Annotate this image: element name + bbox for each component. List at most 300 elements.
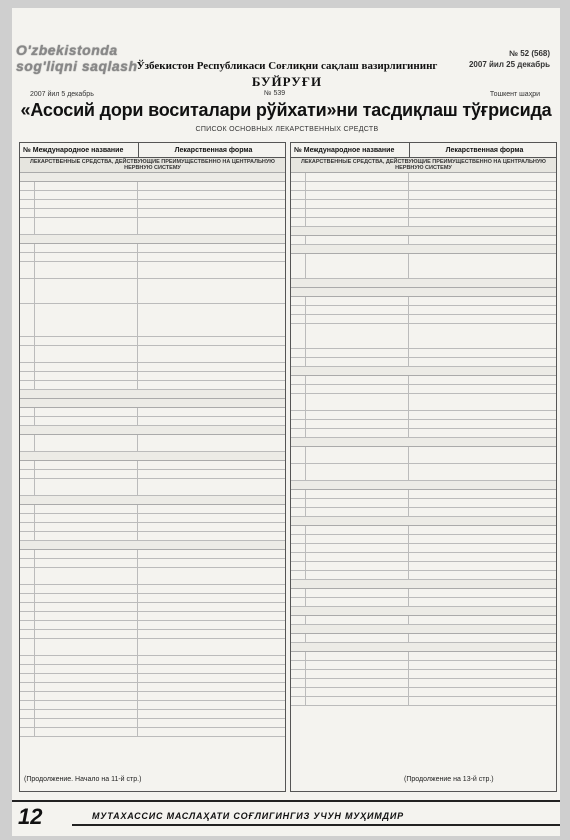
drug-form-cell — [138, 630, 285, 638]
drug-form-cell — [409, 634, 556, 642]
drug-form-cell — [138, 621, 285, 629]
row-number-cell — [20, 337, 35, 345]
drug-name-cell — [306, 526, 409, 534]
drug-form-cell — [138, 304, 285, 336]
drug-name-cell — [306, 679, 409, 687]
drug-name-cell — [306, 315, 409, 323]
drug-form-cell — [409, 358, 556, 366]
drug-name-cell — [35, 200, 138, 208]
table-row — [20, 603, 285, 612]
group-heading — [291, 245, 556, 254]
table-row — [291, 209, 556, 218]
drug-name-cell — [35, 182, 138, 190]
row-number-cell — [291, 209, 306, 217]
order-date: 2007 йил 5 декабрь — [30, 91, 94, 98]
row-number-cell — [20, 568, 35, 584]
drug-form-cell — [138, 594, 285, 602]
order-type: БУЙРУҒИ — [251, 74, 323, 89]
row-number-cell — [20, 674, 35, 682]
table-row — [20, 514, 285, 523]
page-number: 12 — [18, 804, 43, 829]
row-number-cell — [291, 200, 306, 208]
table-row — [291, 358, 556, 367]
table-row — [20, 665, 285, 674]
table-row — [291, 634, 556, 643]
row-number-cell — [20, 191, 35, 199]
row-number-cell — [291, 376, 306, 384]
row-number-cell — [291, 688, 306, 696]
row-number-cell — [20, 550, 35, 558]
drug-form-cell — [138, 279, 285, 303]
drug-name-cell — [306, 464, 409, 480]
table-row — [20, 372, 285, 381]
group-heading — [291, 607, 556, 616]
drug-form-cell — [138, 559, 285, 567]
drug-name-cell — [306, 634, 409, 642]
table-row — [20, 630, 285, 639]
issue-number: № 52 (568) — [509, 49, 550, 58]
drug-name-cell — [35, 639, 138, 655]
table-row — [20, 523, 285, 532]
row-number-cell — [291, 297, 306, 305]
table-row — [20, 262, 285, 279]
drug-form-cell — [138, 337, 285, 345]
drug-form-cell — [138, 639, 285, 655]
table-row — [20, 559, 285, 568]
drug-name-cell — [306, 394, 409, 410]
col-name-header: № Международное название — [20, 143, 139, 157]
drug-form-cell — [409, 670, 556, 678]
group-heading — [20, 399, 285, 408]
row-number-cell — [291, 173, 306, 181]
row-number-cell — [291, 589, 306, 597]
row-number-cell — [20, 612, 35, 620]
table-row — [291, 652, 556, 661]
table-header — [20, 143, 285, 158]
page-footer — [12, 800, 560, 828]
drug-form-cell — [409, 562, 556, 570]
drug-form-cell — [409, 411, 556, 419]
drug-name-cell — [306, 553, 409, 561]
drug-form-cell — [409, 679, 556, 687]
row-number-cell — [20, 279, 35, 303]
table-row — [20, 594, 285, 603]
table-row — [291, 526, 556, 535]
drug-name-cell — [35, 372, 138, 380]
drug-name-cell — [306, 411, 409, 419]
drug-name-cell — [306, 218, 409, 226]
logo-line1: O'zbekistonda — [16, 42, 118, 58]
drug-name-cell — [35, 209, 138, 217]
drug-form-cell — [138, 182, 285, 190]
table-header — [291, 143, 556, 158]
table-row — [20, 408, 285, 417]
row-number-cell — [291, 394, 306, 410]
drug-name-cell — [306, 376, 409, 384]
drug-form-cell — [138, 692, 285, 700]
drug-name-cell — [35, 408, 138, 416]
group-heading — [20, 390, 285, 399]
row-number-cell — [20, 639, 35, 655]
drug-name-cell — [35, 523, 138, 531]
drug-name-cell — [35, 701, 138, 709]
row-number-cell — [20, 479, 35, 495]
drug-name-cell — [306, 429, 409, 437]
drug-name-cell — [306, 182, 409, 190]
group-heading — [291, 625, 556, 634]
table-row — [291, 535, 556, 544]
drug-name-cell — [306, 562, 409, 570]
drug-name-cell — [306, 236, 409, 244]
row-number-cell — [291, 562, 306, 570]
drug-name-cell — [306, 688, 409, 696]
drug-form-cell — [409, 200, 556, 208]
table-row — [291, 562, 556, 571]
drug-name-cell — [306, 598, 409, 606]
row-number-cell — [20, 461, 35, 469]
drug-form-cell — [409, 209, 556, 217]
drug-form-cell — [409, 499, 556, 507]
drug-form-cell — [409, 218, 556, 226]
table-row — [20, 532, 285, 541]
row-number-cell — [291, 652, 306, 660]
drug-name-cell — [35, 665, 138, 673]
drug-form-cell — [409, 688, 556, 696]
group-heading — [291, 288, 556, 297]
row-number-cell — [20, 262, 35, 278]
table-row — [291, 385, 556, 394]
table-rows — [20, 173, 285, 737]
table-row — [20, 304, 285, 337]
table-row — [291, 616, 556, 625]
drug-name-cell — [35, 253, 138, 261]
drug-form-cell — [138, 585, 285, 593]
row-number-cell — [291, 697, 306, 705]
drug-form-cell — [138, 505, 285, 513]
drug-form-cell — [409, 652, 556, 660]
drug-form-cell — [138, 603, 285, 611]
table-row — [291, 589, 556, 598]
table-row — [20, 279, 285, 304]
table-row — [291, 236, 556, 245]
continued-on: (Продолжение на 13-й стр.) — [404, 776, 494, 783]
table-row — [291, 688, 556, 697]
drug-form-cell — [138, 200, 285, 208]
drug-form-cell — [138, 719, 285, 727]
drug-form-cell — [138, 372, 285, 380]
drug-form-cell — [409, 191, 556, 199]
table-row — [20, 612, 285, 621]
drug-name-cell — [306, 447, 409, 463]
group-heading — [20, 541, 285, 550]
drug-form-cell — [409, 571, 556, 579]
footer-rule — [72, 824, 560, 826]
table-row — [20, 461, 285, 470]
drug-form-cell — [409, 306, 556, 314]
drug-form-cell — [409, 385, 556, 393]
row-number-cell — [291, 447, 306, 463]
group-heading — [20, 173, 285, 182]
row-number-cell — [20, 559, 35, 567]
table-row — [291, 173, 556, 182]
drug-name-cell — [306, 385, 409, 393]
drug-name-cell — [306, 324, 409, 348]
table-row — [20, 505, 285, 514]
drug-name-cell — [35, 461, 138, 469]
row-number-cell — [291, 464, 306, 480]
drug-form-cell — [138, 532, 285, 540]
drug-form-cell — [138, 656, 285, 664]
table-row — [291, 571, 556, 580]
drug-form-cell — [138, 417, 285, 425]
group-heading: ЛЕКАРСТВЕННЫЕ СРЕДСТВА, ДЕЙСТВУЮЩИЕ ПРЕИМУЩЕСТВЕННО НА ЦЕНТРАЛЬНУЮ НЕРВНУЮ СИСТЕМУ — [20, 158, 285, 173]
drug-form-cell — [138, 191, 285, 199]
drug-name-cell — [35, 218, 138, 234]
row-number-cell — [20, 665, 35, 673]
drug-form-cell — [409, 508, 556, 516]
table-row — [291, 508, 556, 517]
drug-form-cell — [409, 236, 556, 244]
table-row — [291, 447, 556, 464]
row-number-cell — [291, 306, 306, 314]
drug-table-left — [19, 142, 286, 792]
drug-form-cell — [409, 297, 556, 305]
drug-name-cell — [35, 621, 138, 629]
table-row — [291, 394, 556, 411]
drug-form-cell — [409, 661, 556, 669]
table-row — [291, 324, 556, 349]
row-number-cell — [291, 544, 306, 552]
drug-name-cell — [35, 603, 138, 611]
list-title: СПИСОК ОСНОВНЫХ ЛЕКАРСТВЕННЫХ СРЕДСТВ — [195, 126, 379, 133]
row-number-cell — [20, 683, 35, 691]
table-row — [291, 306, 556, 315]
drug-form-cell — [138, 218, 285, 234]
drug-name-cell — [35, 532, 138, 540]
row-number-cell — [291, 191, 306, 199]
row-number-cell — [291, 254, 306, 278]
drug-name-cell — [306, 306, 409, 314]
drug-form-cell — [409, 447, 556, 463]
table-row — [20, 346, 285, 363]
row-number-cell — [291, 236, 306, 244]
table-row — [20, 568, 285, 585]
drug-form-cell — [409, 324, 556, 348]
row-number-cell — [20, 372, 35, 380]
drug-form-cell — [409, 349, 556, 357]
drug-name-cell — [35, 550, 138, 558]
table-row — [20, 674, 285, 683]
col-form-header: Лекарственная форма — [174, 146, 253, 154]
table-row — [20, 218, 285, 235]
drug-form-cell — [138, 710, 285, 718]
table-row — [291, 598, 556, 607]
row-number-cell — [20, 304, 35, 336]
row-number-cell — [20, 244, 35, 252]
table-row — [20, 683, 285, 692]
drug-form-cell — [409, 429, 556, 437]
drug-form-cell — [409, 315, 556, 323]
table-row — [291, 218, 556, 227]
table-row — [20, 337, 285, 346]
drug-name-cell — [35, 191, 138, 199]
drug-name-cell — [35, 337, 138, 345]
row-number-cell — [20, 209, 35, 217]
logo-line2: sog'liqni saqlash — [16, 58, 138, 74]
row-number-cell — [20, 630, 35, 638]
row-number-cell — [291, 679, 306, 687]
table-row — [20, 470, 285, 479]
group-heading — [291, 279, 556, 288]
group-heading — [291, 367, 556, 376]
group-heading — [20, 235, 285, 244]
row-number-cell — [291, 508, 306, 516]
table-row — [20, 550, 285, 559]
group-heading — [291, 481, 556, 490]
table-row — [20, 209, 285, 218]
row-number-cell — [20, 692, 35, 700]
row-number-cell — [291, 553, 306, 561]
row-number-cell — [20, 523, 35, 531]
table-row — [20, 728, 285, 737]
table-row — [291, 297, 556, 306]
drug-name-cell — [306, 349, 409, 357]
drug-form-cell — [138, 244, 285, 252]
drug-form-cell — [138, 612, 285, 620]
drug-form-cell — [138, 461, 285, 469]
row-number-cell — [291, 526, 306, 534]
issue-date: 2007 йил 25 декабрь — [468, 60, 550, 69]
table-row — [20, 701, 285, 710]
drug-name-cell — [306, 508, 409, 516]
table-row — [20, 244, 285, 253]
drug-name-cell — [306, 652, 409, 660]
drug-form-cell — [138, 253, 285, 261]
table-row — [291, 182, 556, 191]
drug-form-cell — [409, 544, 556, 552]
drug-name-cell — [35, 262, 138, 278]
drug-name-cell — [35, 363, 138, 371]
row-number-cell — [291, 634, 306, 642]
drug-name-cell — [306, 571, 409, 579]
row-number-cell — [291, 571, 306, 579]
row-number-cell — [291, 218, 306, 226]
table-row — [291, 315, 556, 324]
table-row — [291, 553, 556, 562]
drug-name-cell — [35, 568, 138, 584]
row-number-cell — [20, 417, 35, 425]
drug-name-cell — [306, 297, 409, 305]
row-number-cell — [20, 603, 35, 611]
row-number-cell — [291, 598, 306, 606]
row-number-cell — [20, 656, 35, 664]
row-number-cell — [291, 616, 306, 624]
row-number-cell — [20, 435, 35, 451]
drug-form-cell — [138, 262, 285, 278]
row-number-cell — [20, 470, 35, 478]
table-row — [20, 435, 285, 452]
row-number-cell — [291, 324, 306, 348]
drug-form-cell — [138, 435, 285, 451]
continued-from: (Продолжение. Начало на 11-й стр.) — [24, 776, 142, 783]
drug-table-right — [290, 142, 557, 792]
row-number-cell — [20, 381, 35, 389]
drug-name-cell — [35, 559, 138, 567]
group-heading — [20, 496, 285, 505]
group-heading — [291, 643, 556, 652]
drug-name-cell — [35, 279, 138, 303]
table-row — [20, 585, 285, 594]
drug-form-cell — [409, 697, 556, 705]
table-row — [20, 719, 285, 728]
group-heading — [291, 517, 556, 526]
table-row — [20, 710, 285, 719]
drug-name-cell — [35, 585, 138, 593]
row-number-cell — [20, 621, 35, 629]
row-number-cell — [20, 408, 35, 416]
table-row — [20, 621, 285, 630]
group-heading — [291, 580, 556, 589]
drug-form-cell — [409, 254, 556, 278]
drug-name-cell — [35, 470, 138, 478]
drug-form-cell — [409, 598, 556, 606]
col-form-header: Лекарственная форма — [445, 146, 524, 154]
drug-form-cell — [138, 728, 285, 736]
drug-name-cell — [35, 719, 138, 727]
row-number-cell — [291, 661, 306, 669]
drug-name-cell — [35, 417, 138, 425]
drug-name-cell — [306, 191, 409, 199]
table-row — [291, 429, 556, 438]
table-row — [291, 200, 556, 209]
drug-name-cell — [306, 535, 409, 543]
row-number-cell — [291, 490, 306, 498]
drug-name-cell — [35, 692, 138, 700]
drug-name-cell — [35, 381, 138, 389]
row-number-cell — [20, 346, 35, 362]
drug-form-cell — [409, 464, 556, 480]
drug-form-cell — [409, 526, 556, 534]
drug-form-cell — [138, 514, 285, 522]
drug-name-cell — [35, 630, 138, 638]
drug-name-cell — [306, 661, 409, 669]
row-number-cell — [20, 182, 35, 190]
order-number: № 539 — [264, 90, 286, 97]
drug-name-cell — [35, 505, 138, 513]
drug-name-cell — [35, 514, 138, 522]
drug-name-cell — [35, 683, 138, 691]
drug-form-cell — [138, 550, 285, 558]
group-heading — [291, 438, 556, 447]
table-row — [291, 661, 556, 670]
row-number-cell — [291, 670, 306, 678]
row-number-cell — [20, 505, 35, 513]
footer-title: МУТАХАССИС МАСЛАҲАТИ СОҒЛИГИНГИЗ УЧУН МУҲИМДИР — [92, 811, 404, 821]
drug-form-cell — [138, 408, 285, 416]
drug-form-cell — [138, 674, 285, 682]
drug-form-cell — [138, 683, 285, 691]
row-number-cell — [20, 363, 35, 371]
drug-form-cell — [138, 346, 285, 362]
row-number-cell — [291, 315, 306, 323]
row-number-cell — [20, 701, 35, 709]
table-row — [291, 376, 556, 385]
table-row — [20, 479, 285, 496]
col-name-header: № Международное название — [291, 143, 410, 157]
drug-name-cell — [35, 612, 138, 620]
drug-name-cell — [306, 358, 409, 366]
row-number-cell — [291, 535, 306, 543]
